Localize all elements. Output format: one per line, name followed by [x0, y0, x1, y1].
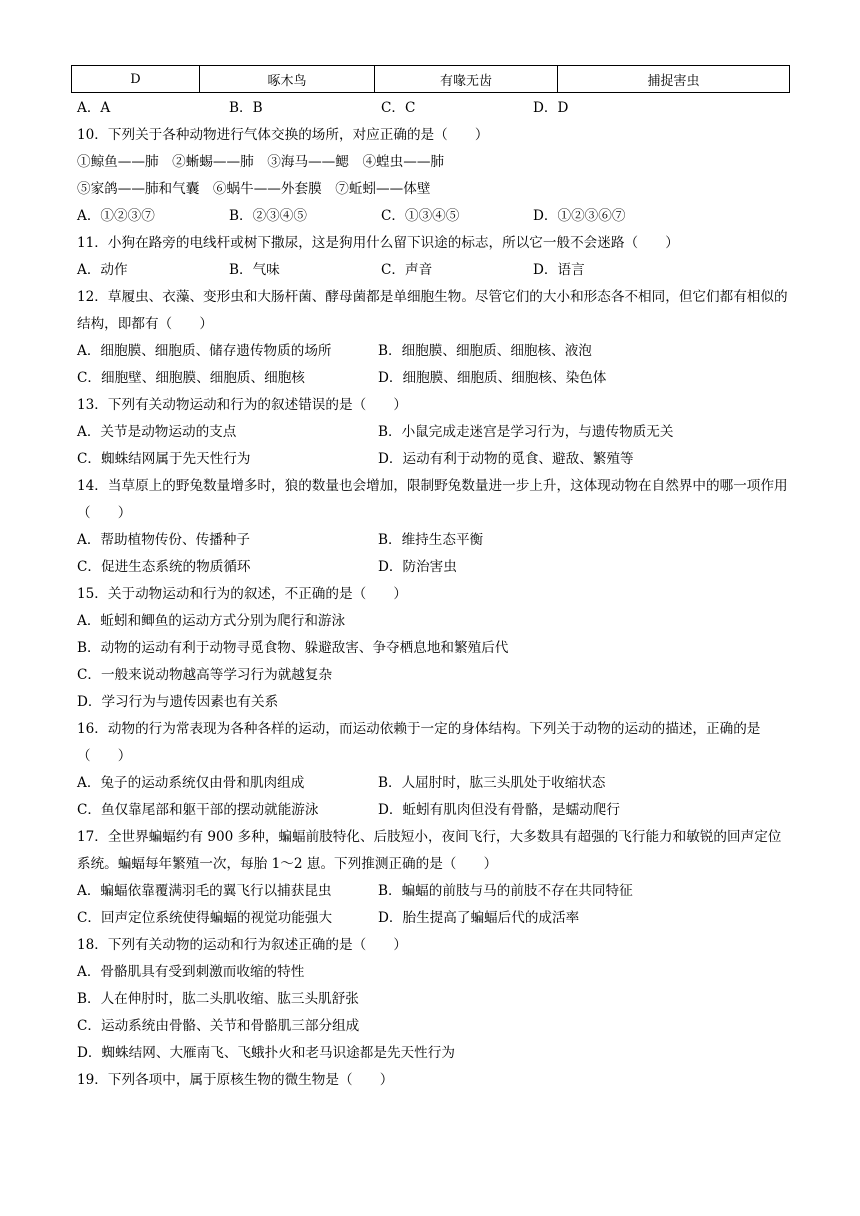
options-row	[77, 446, 790, 473]
options-row	[77, 338, 790, 365]
options-row	[77, 419, 790, 446]
option: B．维持生态平衡	[378, 532, 484, 548]
option: D．运动有利于动物的觅食、避敌、繁殖等	[378, 451, 634, 467]
options-row	[77, 905, 790, 932]
question-stem: 16．动物的行为常表现为各种各样的运动，而运动依赖于一定的身体结构。下列关于动物的运动的描述，正确的是（ ）	[77, 721, 761, 764]
option: C．蜘蛛结网属于先天性行为	[77, 451, 251, 467]
option: A．兔子的运动系统仅由骨和肌肉组成	[77, 775, 305, 791]
option: A．帮助植物传份、传播种子	[77, 532, 250, 548]
option: D．蜘蛛结网、大雁南飞、飞蛾扑火和老马识途都是先天性行为	[77, 1045, 455, 1061]
table-cell: D	[72, 66, 200, 93]
option: B．细胞膜、细胞质、细胞核、液泡	[378, 343, 592, 359]
option: B．动物的运动有利于动物寻觅食物、躲避敌害、争夺栖息地和繁殖后代	[77, 640, 509, 656]
option: D．学习行为与遗传因素也有关系	[77, 694, 279, 710]
option: C．①③④⑤	[381, 208, 460, 224]
option: D．胎生提高了蝙蝠后代的成活率	[378, 910, 580, 926]
option: B．B	[229, 100, 263, 116]
question-stem: ⑤家鸽——肺和气囊 ⑥蜗牛——外套膜 ⑦蚯蚓——体壁	[77, 181, 431, 197]
option: C．回声定位系统使得蝙蝠的视觉功能强大	[77, 910, 333, 926]
question-stem: 17．全世界蝙蝠约有 900 多种，蝙蝠前肢特化、后肢短小，夜间飞行，大多数具有超强的飞行能力和敏锐的回声定位系统。蝙蝠每年繁殖一次，每胎 1～2 崽。下列推测正确的是（ ）	[77, 829, 782, 872]
options-row	[77, 95, 790, 122]
option: A．蝙蝠依靠覆满羽毛的翼飞行以捕获昆虫	[77, 883, 332, 899]
options-row	[77, 797, 790, 824]
option: A．骨骼肌具有受到刺激而收缩的特性	[77, 964, 305, 980]
option: C．C	[381, 100, 416, 116]
option: D．防治害虫	[378, 559, 457, 575]
table-row	[72, 66, 790, 93]
option: A．蚯蚓和鲫鱼的运动方式分别为爬行和游泳	[77, 613, 346, 629]
question-stem: ①鲸鱼——肺 ②蜥蜴——肺 ③海马——鳃 ④蝗虫——肺	[77, 154, 445, 170]
question-stem: 10．下列关于各种动物进行气体交换的场所，对应正确的是（ ）	[77, 127, 489, 143]
option: C．细胞壁、细胞膜、细胞质、细胞核	[77, 370, 305, 386]
option: C．一般来说动物越高等学习行为就越复杂	[77, 667, 333, 683]
question-stem: 12．草履虫、衣藻、变形虫和大肠杆菌、酵母菌都是单细胞生物。尽管它们的大小和形态各不相同，但它们都有相似的结构，即都有（ ）	[77, 289, 788, 332]
question-stem: 19．下列各项中，属于原核生物的微生物是（ ）	[77, 1072, 394, 1088]
options-row	[77, 770, 790, 797]
question-stem: 18．下列有关动物的运动和行为叙述正确的是（ ）	[77, 937, 407, 953]
option: B．人在伸肘时，肱二头肌收缩、肱三头肌舒张	[77, 991, 359, 1007]
table-cell: 有喙无齿	[375, 66, 558, 93]
option: D．①②③⑥⑦	[533, 208, 626, 224]
answer-table	[71, 65, 790, 93]
option: D．语言	[533, 262, 585, 278]
table-cell: 啄木鸟	[200, 66, 375, 93]
option: B．小鼠完成走迷宫是学习行为，与遗传物质无关	[378, 424, 674, 440]
option: A．①②③⑦	[77, 208, 155, 224]
options-row	[77, 554, 790, 581]
option: D．D	[533, 100, 569, 116]
option: A．动作	[77, 262, 128, 278]
options-row	[77, 257, 790, 284]
table-cell: 捕捉害虫	[558, 66, 790, 93]
option: B．蝙蝠的前肢与马的前肢不存在共同特征	[378, 883, 633, 899]
option: C．运动系统由骨骼、关节和骨骼肌三部分组成	[77, 1018, 360, 1034]
question-stem: 14．当草原上的野兔数量增多时，狼的数量也会增加，限制野兔数量进一步上升，这体现动物在自然界中的哪一项作用（ ）	[77, 478, 788, 521]
options-row	[77, 365, 790, 392]
option: C．促进生态系统的物质循环	[77, 559, 251, 575]
question-list	[77, 95, 790, 1094]
option: C．鱼仅靠尾部和躯干部的摆动就能游泳	[77, 802, 319, 818]
option: B．人屈肘时，肱三头肌处于收缩状态	[378, 775, 606, 791]
option: D．蚯蚓有肌肉但没有骨骼，是蠕动爬行	[378, 802, 620, 818]
option: D．细胞膜、细胞质、细胞核、染色体	[378, 370, 607, 386]
option: A．关节是动物运动的支点	[77, 424, 237, 440]
option: B．②③④⑤	[229, 208, 307, 224]
option: C．声音	[381, 262, 433, 278]
question-stem: 13．下列有关动物运动和行为的叙述错误的是（ ）	[77, 397, 407, 413]
question-stem: 11．小狗在路旁的电线杆或树下撒尿，这是狗用什么留下识途的标志，所以它一般不会迷路（ ）	[77, 235, 679, 251]
option: A．A	[77, 100, 111, 116]
options-row	[77, 203, 790, 230]
option: B．气味	[229, 262, 280, 278]
option: A．细胞膜、细胞质、储存遗传物质的场所	[77, 343, 332, 359]
options-row	[77, 527, 790, 554]
options-row	[77, 878, 790, 905]
question-stem: 15．关于动物运动和行为的叙述，不正确的是（ ）	[77, 586, 407, 602]
